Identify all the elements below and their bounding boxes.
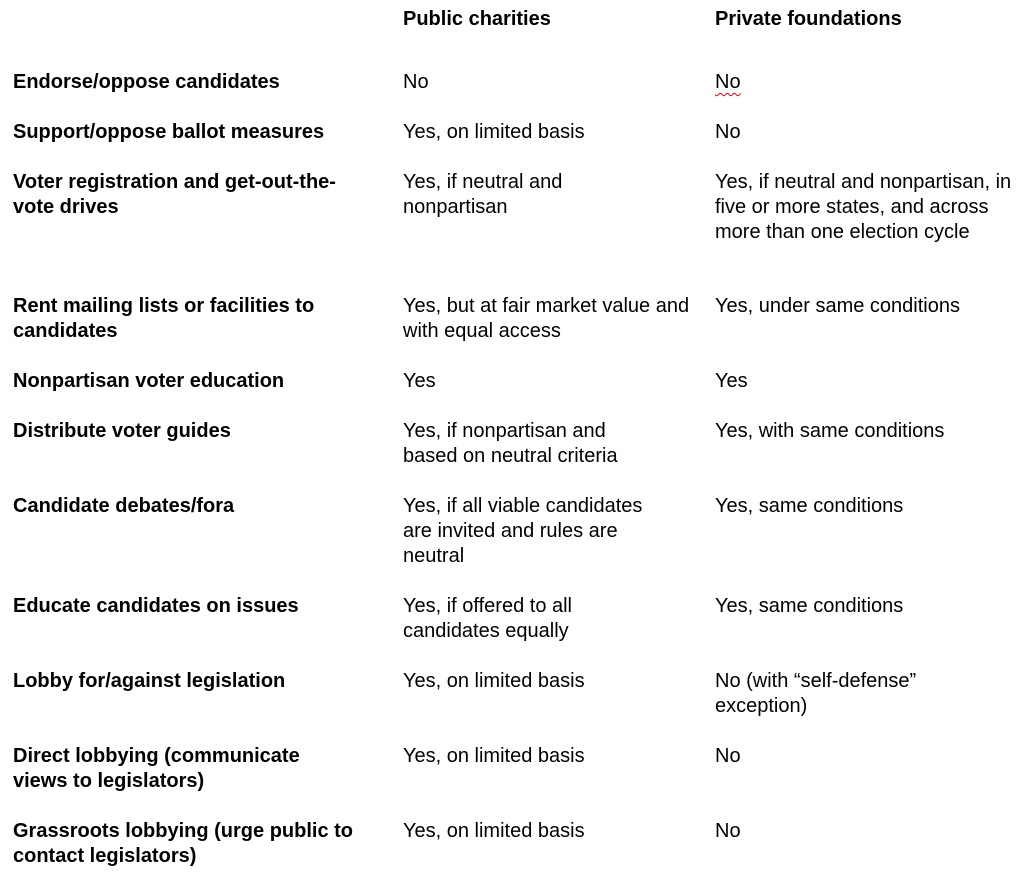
public-charities-cell: Yes, if all viable candidates are invited and rules are neutral	[403, 495, 643, 567]
public-charities-cell: Yes	[403, 370, 436, 392]
private-foundations-cell: Yes, with same conditions	[715, 420, 945, 442]
activity-cell: Nonpartisan voter education	[13, 370, 285, 392]
private-foundations-cell: Yes, under same conditions	[715, 295, 960, 317]
table-row	[13, 594, 1018, 669]
private-foundations-cell: No (with “self-defense” exception)	[715, 670, 917, 717]
header-public-charities: Public charities	[403, 8, 551, 30]
private-foundations-cell	[715, 70, 1018, 95]
activity-cell: Candidate debates/fora	[13, 495, 235, 517]
private-foundations-cell: Yes, same conditions	[715, 595, 904, 617]
public-charities-cell: Yes, on limited basis	[403, 745, 585, 767]
activity-cell: Voter registration and get-out-the-vote drives	[13, 171, 336, 218]
table-row	[13, 369, 1018, 419]
public-charities-cell: Yes, but at fair market value and with equal access	[403, 295, 690, 342]
private-foundations-cell: Yes, same conditions	[715, 495, 904, 517]
table-row	[13, 669, 1018, 744]
private-foundations-cell: Yes	[715, 370, 748, 392]
table-row	[13, 70, 1018, 120]
table-row	[13, 494, 1018, 594]
activity-cell: Rent mailing lists or facilities to candidates	[13, 295, 315, 342]
spellcheck-underlined-text: No	[715, 71, 741, 93]
header-row	[13, 7, 1018, 70]
table-row	[13, 170, 1018, 294]
comparison-table	[13, 7, 1018, 894]
public-charities-cell: Yes, if nonpartisan and based on neutral criteria	[403, 420, 618, 467]
table-row	[13, 819, 1018, 894]
public-charities-cell: Yes, on limited basis	[403, 121, 585, 143]
public-charities-cell: Yes, on limited basis	[403, 670, 585, 692]
public-charities-cell: Yes, if offered to all candidates equally	[403, 595, 573, 642]
activity-cell: Lobby for/against legislation	[13, 670, 286, 692]
table-row	[13, 744, 1018, 819]
private-foundations-cell: No	[715, 820, 741, 842]
activity-cell: Support/oppose ballot measures	[13, 121, 325, 143]
table-row	[13, 120, 1018, 170]
header-private-foundations: Private foundations	[715, 8, 902, 30]
activity-cell: Distribute voter guides	[13, 420, 231, 442]
private-foundations-cell: Yes, if neutral and nonpartisan, in five or more states, and across more than one election cycle	[715, 171, 1012, 243]
private-foundations-cell: No	[715, 745, 741, 767]
private-foundations-cell: No	[715, 121, 741, 143]
activity-cell: Educate candidates on issues	[13, 595, 299, 617]
activity-cell: Grassroots lobbying (urge public to contact legislators)	[13, 820, 354, 867]
activity-cell: Endorse/oppose candidates	[13, 71, 280, 93]
public-charities-cell: Yes, if neutral and nonpartisan	[403, 171, 563, 218]
table-row	[13, 294, 1018, 369]
activity-cell: Direct lobbying (communicate views to legislators)	[13, 745, 300, 792]
public-charities-cell: Yes, on limited basis	[403, 820, 585, 842]
table-row	[13, 419, 1018, 494]
public-charities-cell: No	[403, 71, 429, 93]
